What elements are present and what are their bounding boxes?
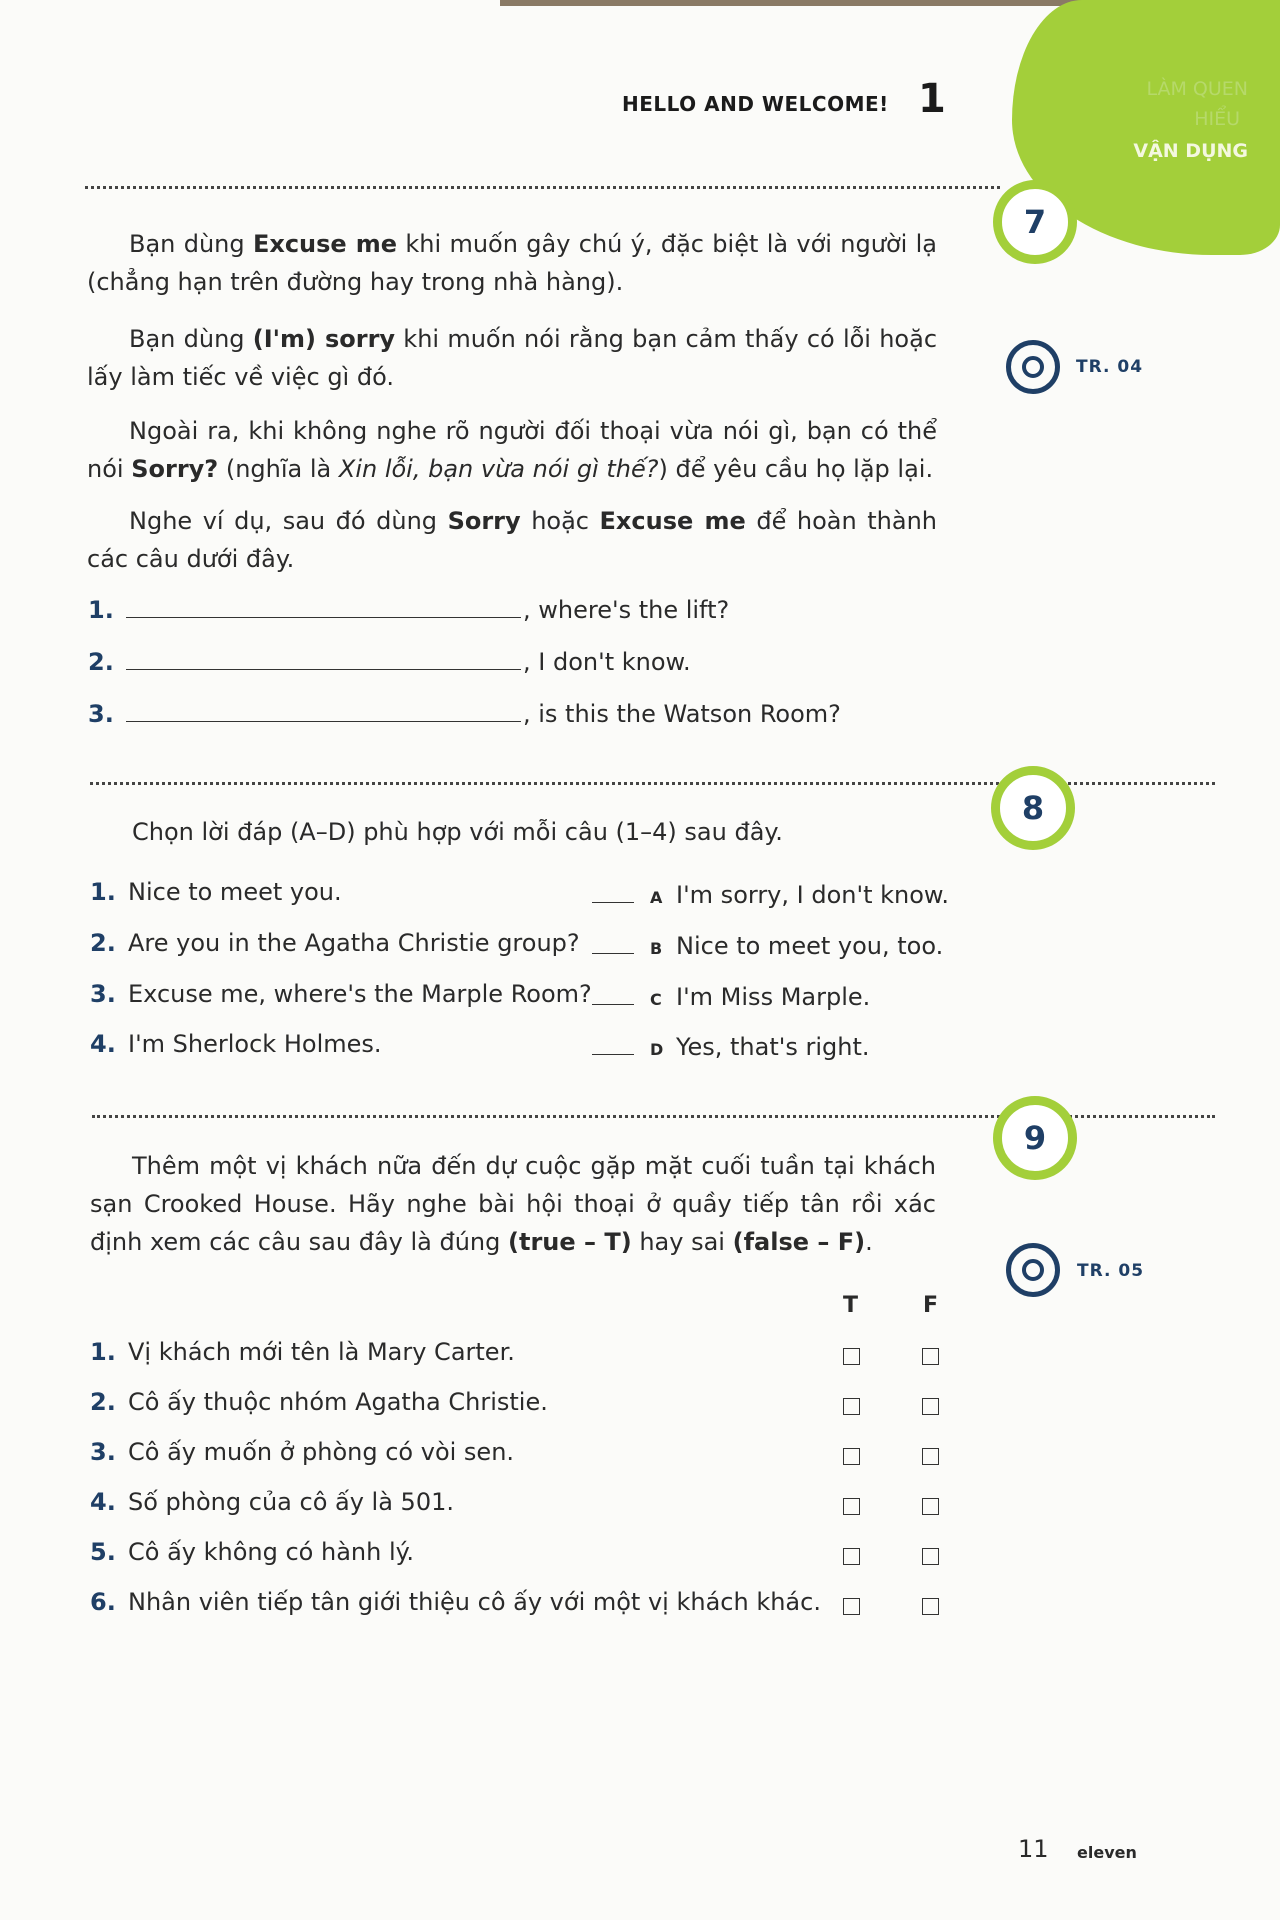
page-header: HELLO AND WELCOME! xyxy=(622,92,889,116)
question: 1. Nice to meet you. xyxy=(90,878,342,906)
level-2: HIỂU xyxy=(1194,108,1240,130)
false-checkbox[interactable] xyxy=(922,1548,939,1565)
exercise-number-9: 9 xyxy=(993,1096,1077,1180)
audio-cd-icon[interactable] xyxy=(1006,340,1060,394)
fill-item: 3. , is this the Watson Room? xyxy=(88,700,841,728)
tf-statement: 2. Cô ấy thuộc nhóm Agatha Christie. xyxy=(90,1388,548,1416)
fill-item: 2. , I don't know. xyxy=(88,648,691,676)
answer-blank[interactable] xyxy=(126,701,521,722)
false-checkbox[interactable] xyxy=(922,1598,939,1615)
false-checkbox[interactable] xyxy=(922,1498,939,1515)
level-1: LÀM QUEN xyxy=(1146,78,1248,100)
answer-option: C I'm Miss Marple. xyxy=(592,983,870,1011)
answer-option: A I'm sorry, I don't know. xyxy=(592,881,949,909)
match-blank[interactable] xyxy=(592,886,634,903)
page-word: eleven xyxy=(1077,1843,1137,1862)
column-false: F xyxy=(923,1293,939,1318)
match-blank[interactable] xyxy=(592,1038,634,1055)
true-checkbox[interactable] xyxy=(843,1448,860,1465)
paragraph: Nghe ví dụ, sau đó dùng Sorry hoặc Excuse me để hoàn thành các câu dưới đây. xyxy=(87,507,937,573)
exercise-number-8: 8 xyxy=(991,766,1075,850)
paragraph: Bạn dùng Excuse me khi muốn gây chú ý, đặc biệt là với người lạ (chẳng hạn trên đường hay trong nhà hàng). xyxy=(87,230,938,296)
page-number: 11 xyxy=(1018,1835,1049,1863)
answer-option: B Nice to meet you, too. xyxy=(592,932,943,960)
true-checkbox[interactable] xyxy=(843,1598,860,1615)
paragraph: Thêm một vị khách nữa đến dự cuộc gặp mặt cuối tuần tại khách sạn Crooked House. Hãy nghe bài hội thoại ở quầy tiếp tân rồi xác định xem các câu sau đây là đúng (true – T) hay sai (false – F). xyxy=(90,1152,936,1256)
answer-blank[interactable] xyxy=(126,597,521,618)
true-checkbox[interactable] xyxy=(843,1498,860,1515)
answer-blank[interactable] xyxy=(126,649,521,670)
tf-statement: 4. Số phòng của cô ấy là 501. xyxy=(90,1488,454,1516)
instruction: Chọn lời đáp (A–D) phù hợp với mỗi câu (1–4) sau đây. xyxy=(132,818,783,846)
true-checkbox[interactable] xyxy=(843,1398,860,1415)
paragraph: Bạn dùng (I'm) sorry khi muốn nói rằng bạn cảm thấy có lỗi hoặc lấy làm tiếc về việc gì đó. xyxy=(87,325,938,391)
tf-statement: 6. Nhân viên tiếp tân giới thiệu cô ấy với một vị khách khác. xyxy=(90,1588,821,1616)
column-true: T xyxy=(843,1293,859,1318)
match-blank[interactable] xyxy=(592,937,634,954)
tf-statement: 1. Vị khách mới tên là Mary Carter. xyxy=(90,1338,515,1366)
track-label: TR. 05 xyxy=(1077,1261,1145,1281)
fill-item: 1. , where's the lift? xyxy=(88,596,730,624)
tf-statement: 3. Cô ấy muốn ở phòng có vòi sen. xyxy=(90,1438,515,1466)
audio-cd-icon[interactable] xyxy=(1006,1243,1060,1297)
false-checkbox[interactable] xyxy=(922,1448,939,1465)
true-checkbox[interactable] xyxy=(843,1348,860,1365)
true-checkbox[interactable] xyxy=(843,1548,860,1565)
question: 4. I'm Sherlock Holmes. xyxy=(90,1030,382,1058)
track-label: TR. 04 xyxy=(1076,357,1144,377)
exercise-number-7: 7 xyxy=(993,180,1077,264)
false-checkbox[interactable] xyxy=(922,1348,939,1365)
paragraph: Ngoài ra, khi không nghe rõ người đối thoại vừa nói gì, bạn có thể nói Sorry? (nghĩa là Xin lỗi, bạn vừa nói gì thế?) để yêu cầu họ lặp lại. xyxy=(87,417,937,483)
match-blank[interactable] xyxy=(592,988,634,1005)
question: 3. Excuse me, where's the Marple Room? xyxy=(90,980,592,1008)
level-3-active: VẬN DỤNG xyxy=(1133,140,1248,162)
unit-number: 1 xyxy=(918,76,946,122)
divider xyxy=(85,186,1000,189)
tf-statement: 5. Cô ấy không có hành lý. xyxy=(90,1538,415,1566)
answer-option: D Yes, that's right. xyxy=(592,1033,870,1061)
false-checkbox[interactable] xyxy=(922,1398,939,1415)
question: 2. Are you in the Agatha Christie group? xyxy=(90,929,580,957)
